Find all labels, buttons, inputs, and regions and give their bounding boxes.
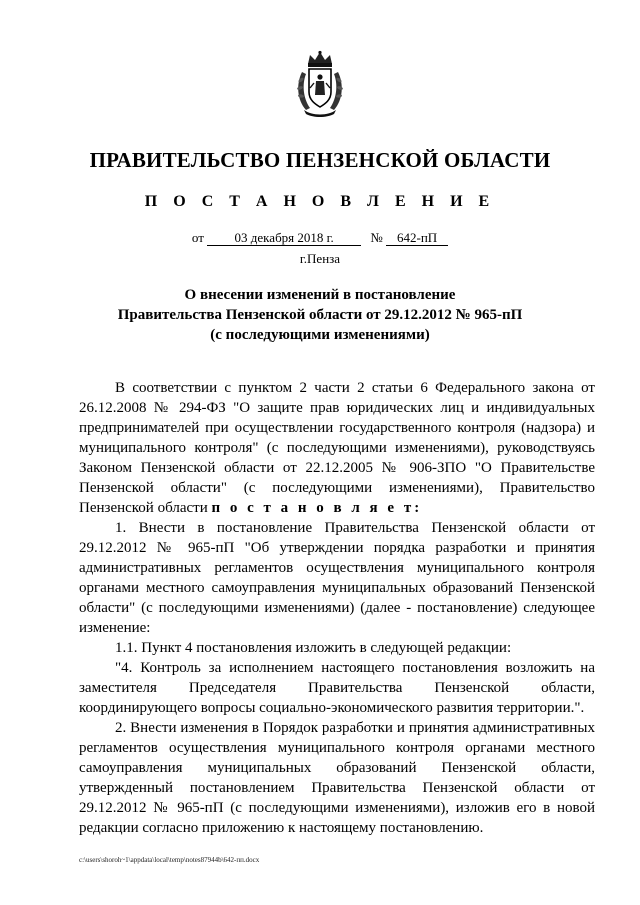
penza-coat-of-arms-icon <box>294 50 346 118</box>
file-path-footer: c:\users\shoroh~1\appdata\local\temp\notes87944b\642-пп.docx <box>79 856 260 864</box>
document-subject <box>0 285 640 345</box>
date-value: 03 декабря 2018 г. <box>207 230 361 246</box>
subject-line-2: Правительства Пензенской области от 29.12.2012 № 965-пП <box>117 307 523 323</box>
city: г.Пенза <box>299 251 341 266</box>
date-prefix: от <box>191 230 204 245</box>
item-2-paragraph: 2. Внести изменения в Порядок разработки и принятия административных регламентов осуществления муниципального контроля органами местного самоуправления муниципальных образований Пензенской области, утвержденный постановлением Правительства Пензенской области от 29.12.2012 № 965-пП (с последующими изменениями), изложив его в новой редакции согласно приложению к настоящему постановлению. <box>79 720 595 836</box>
subject-line-3: (с последующими изменениями) <box>210 327 430 343</box>
date-number-line <box>0 230 640 246</box>
document-number: 642-пП <box>386 230 448 246</box>
item-1-paragraph: 1. Внести в постановление Правительства Пензенской области от 29.12.2012 № 965-пП "Об утверждении порядка разработки и принятия административных регламентов осуществления муниципального контроля органами местного самоуправления муниципальных образований Пензенской области" (с последующими изменениями) (далее - постановление) следующее изменение: <box>79 520 595 636</box>
government-title: ПРАВИТЕЛЬСТВО ПЕНЗЕНСКОЙ ОБЛАСТИ <box>89 148 551 172</box>
quote-paragraph: "4. Контроль за исполнением настоящего постановления возложить на заместителя Председателя Правительства Пензенской области, координирующего вопросы социально-экономического развития территории.". <box>79 660 595 716</box>
document-body <box>79 378 595 838</box>
subject-line-1: О внесении изменений в постановление <box>184 287 456 303</box>
resolves-word: п о с т а н о в л я е т: <box>211 500 423 516</box>
preamble-paragraph <box>79 378 595 518</box>
document-type: П О С Т А Н О В Л Е Н И Е <box>144 193 496 210</box>
number-sign: № <box>370 230 383 245</box>
item-1-1-paragraph: 1.1. Пункт 4 постановления изложить в следующей редакции: <box>115 640 512 656</box>
preamble-text: В соответствии с пунктом 2 части 2 статьи 6 Федерального закона от 26.12.2008 № 294-ФЗ "О защите прав юридических лиц и индивидуальных предпринимателей при осуществлении государственного контроля (надзора) и муниципального контроля" (с последующими изменениями), руководствуясь Законом Пензенской области от 22.12.2005 № 906-ЗПО "О Правительстве Пензенской области" (с последующими изменениями), Правительство Пензенской области <box>79 380 595 516</box>
